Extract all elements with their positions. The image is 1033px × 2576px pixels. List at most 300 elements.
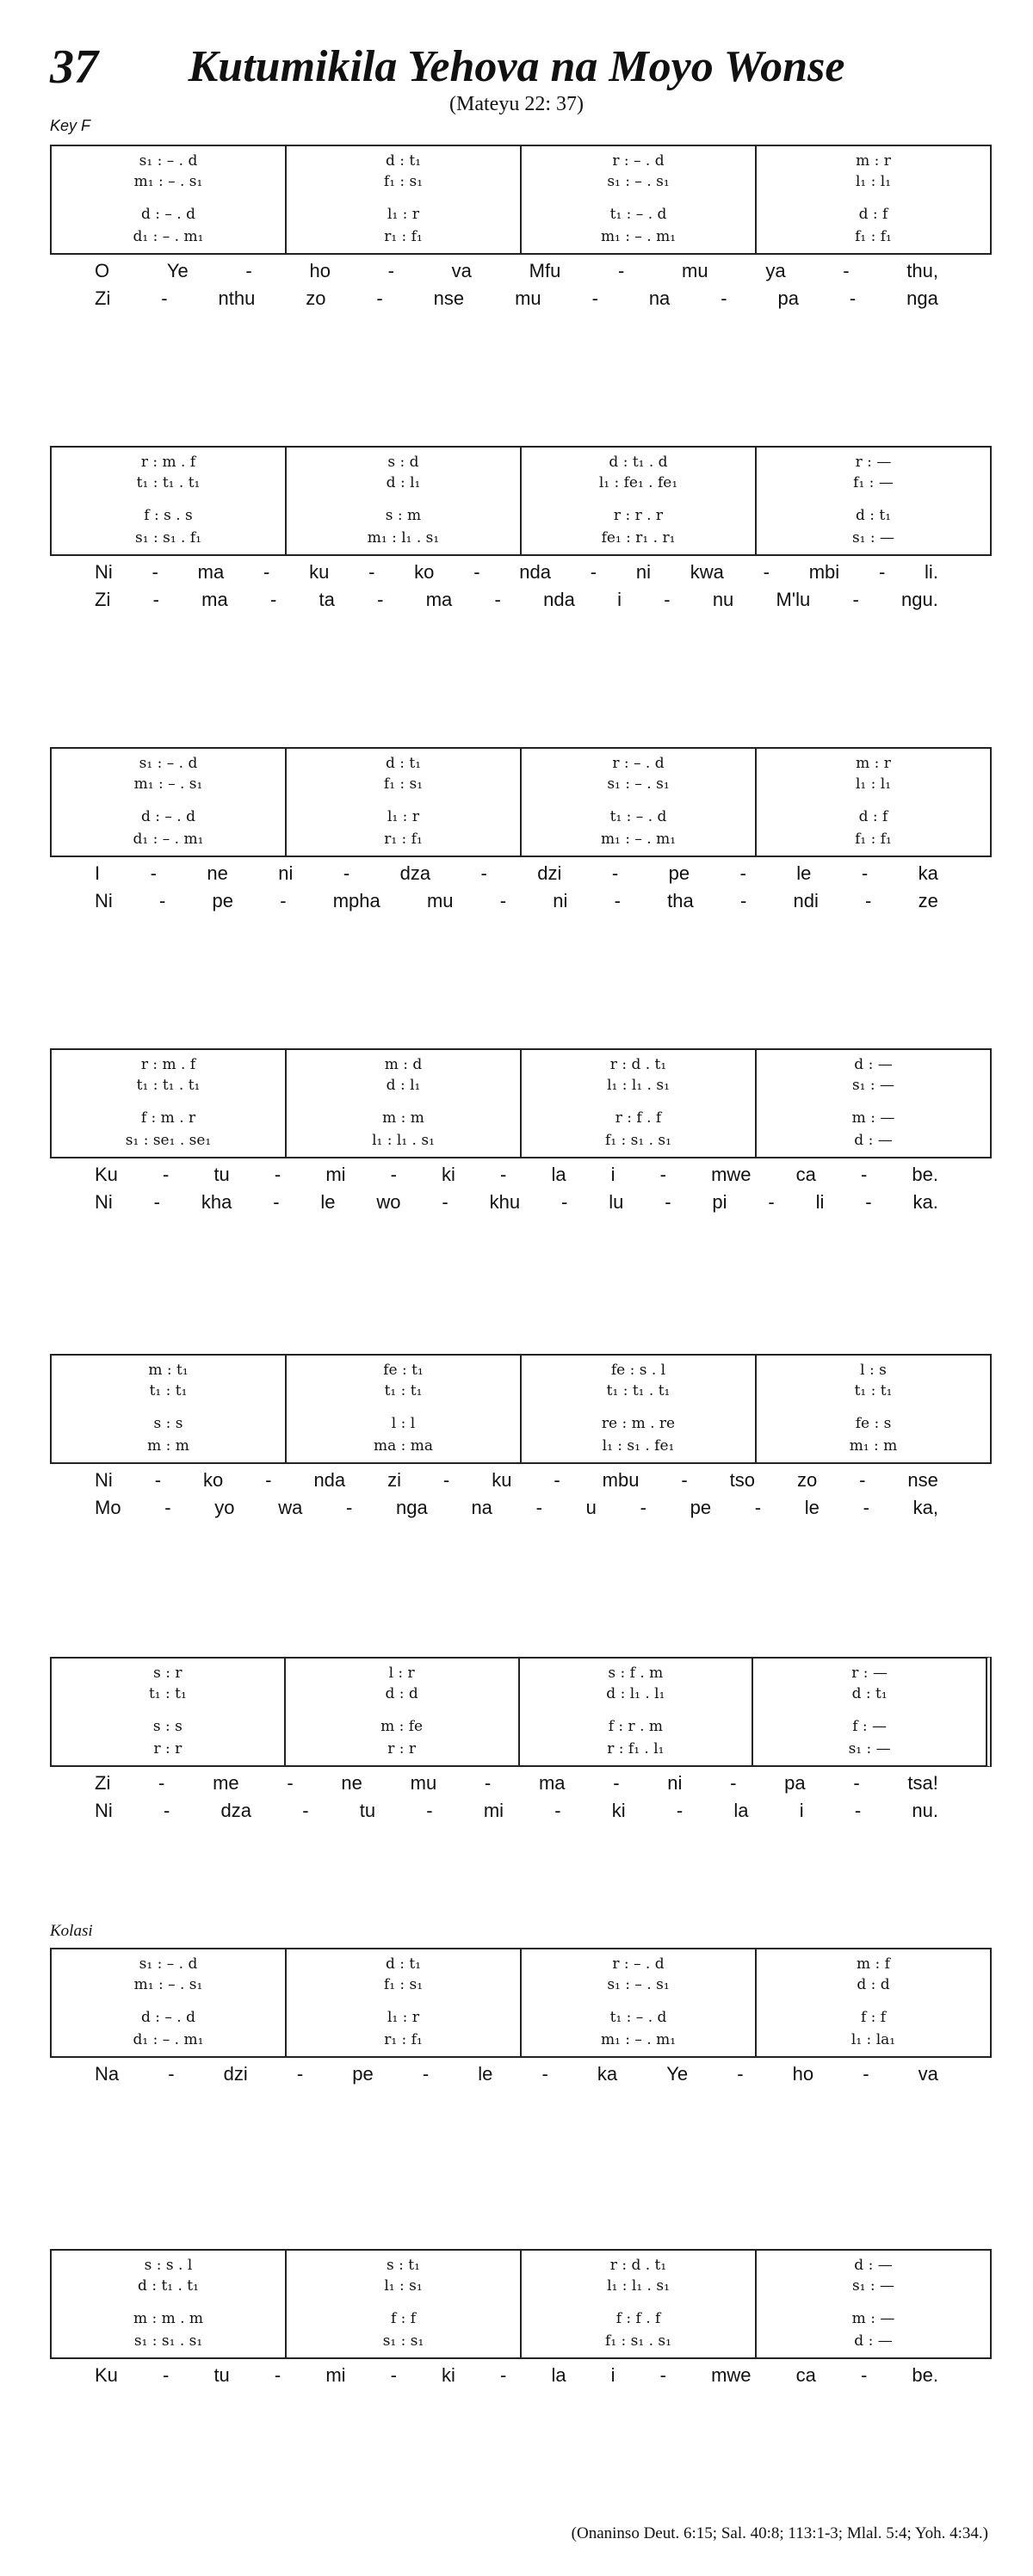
solfa-line: d : l₁ . l₁ bbox=[606, 1685, 665, 1702]
lyric-syllable: ma bbox=[538, 1772, 566, 1794]
solfa-line: s₁ : – . s₁ bbox=[607, 1976, 670, 1993]
solfa-line: t₁ : t₁ . t₁ bbox=[136, 1077, 201, 1094]
measure bbox=[285, 448, 520, 554]
solfa-line: s₁ : s₁ . s₁ bbox=[133, 2332, 203, 2350]
lyric-syllable: mbi bbox=[808, 561, 840, 583]
solfa-line: d : – . d bbox=[140, 206, 195, 223]
lyric-syllable: - bbox=[676, 1800, 684, 1821]
lyric-syllable: yo bbox=[214, 1497, 235, 1518]
lyric-syllable: na bbox=[648, 287, 671, 309]
solfa-line: d : t₁ bbox=[855, 507, 892, 524]
solfa-line: d : t₁ . d bbox=[609, 454, 668, 471]
solfa-line: m : m . m bbox=[133, 2310, 204, 2327]
solfa-line: d : t₁ bbox=[385, 755, 422, 772]
solfa-line: l₁ : l₁ . s₁ bbox=[607, 2277, 670, 2295]
solfa-line: s : r bbox=[153, 1665, 182, 1682]
lyric-syllable: ndi bbox=[793, 890, 819, 911]
measure bbox=[520, 749, 755, 856]
lyric-syllable: mu bbox=[515, 287, 541, 309]
lyric-syllable: kha bbox=[201, 1191, 232, 1213]
lyric-syllable: - bbox=[541, 2063, 548, 2085]
lyric-syllable: mpha bbox=[332, 890, 380, 911]
lyric-syllable: tha bbox=[667, 890, 694, 911]
solfa-line: d₁ : – . m₁ bbox=[133, 2031, 204, 2048]
lyric-syllable: i bbox=[799, 1800, 804, 1821]
measure bbox=[755, 448, 990, 554]
solfa-line: t₁ : t₁ bbox=[384, 1382, 423, 1399]
lyric-syllable: nse bbox=[433, 287, 465, 309]
solfa-line: d : d bbox=[385, 1685, 418, 1702]
lyric-syllable: - bbox=[499, 890, 507, 911]
solfa-line: d : — bbox=[854, 2332, 893, 2350]
solfa-line: r : f₁ . l₁ bbox=[607, 1740, 665, 1757]
solfa-line: s₁ : — bbox=[848, 1740, 891, 1757]
lyric-syllable: - bbox=[614, 890, 621, 911]
lyric-syllable: pi bbox=[712, 1191, 727, 1213]
lyric-syllable: - bbox=[296, 2063, 304, 2085]
lyric-syllable: - bbox=[163, 1164, 170, 1185]
lyric-syllable: - bbox=[640, 1497, 646, 1518]
solfa-line: f : s . s bbox=[144, 507, 193, 524]
lyric-syllable: - bbox=[150, 862, 157, 884]
solfa-line: s₁ : s₁ bbox=[382, 2332, 424, 2350]
lyric-syllable: wa bbox=[278, 1497, 303, 1518]
lyric-syllable: pe bbox=[668, 862, 690, 884]
measure bbox=[755, 749, 990, 856]
lyric-syllable: ma bbox=[201, 589, 228, 610]
solfa-line: s : d bbox=[387, 454, 419, 471]
solfa-line: m₁ : – . s₁ bbox=[133, 173, 203, 190]
lyric-syllable: tu bbox=[213, 1164, 230, 1185]
lyric-syllable: ma bbox=[197, 561, 225, 583]
lyric-syllable: - bbox=[739, 890, 747, 911]
measure bbox=[520, 2251, 755, 2357]
lyric-syllable: - bbox=[274, 2364, 281, 2386]
solfa-line: t₁ : t₁ . t₁ bbox=[136, 474, 201, 491]
lyric-syllable: - bbox=[865, 1191, 872, 1213]
solfa-line: l : r bbox=[388, 1665, 415, 1682]
lyric-syllable: - bbox=[274, 1164, 281, 1185]
lyric-syllable: - bbox=[500, 1164, 507, 1185]
lyric-syllable: - bbox=[659, 1164, 666, 1185]
lyric-syllable: ngu. bbox=[901, 589, 938, 610]
lyric-syllable: lu bbox=[609, 1191, 624, 1213]
lyric-syllable: pe bbox=[352, 2063, 374, 2085]
measure bbox=[52, 1050, 285, 1157]
lyric-syllable: le bbox=[796, 862, 812, 884]
lyric-syllable: tu bbox=[359, 1800, 376, 1821]
solfa-line: f : f bbox=[860, 2009, 887, 2026]
lyric-syllable: - bbox=[273, 1191, 280, 1213]
lyric-syllable: ni bbox=[667, 1772, 683, 1794]
lyric-syllable: nthu bbox=[218, 287, 256, 309]
measure bbox=[755, 146, 990, 253]
measure bbox=[285, 1050, 520, 1157]
staff bbox=[50, 1048, 992, 1158]
lyric-syllable: - bbox=[442, 1191, 448, 1213]
solfa-line: d₁ : – . m₁ bbox=[133, 228, 204, 245]
lyric-syllable: nda bbox=[543, 589, 575, 610]
lyric-syllable: ne bbox=[341, 1772, 362, 1794]
lyric-syllable: nu bbox=[712, 589, 734, 610]
solfa-line: s₁ : — bbox=[851, 529, 895, 547]
measure bbox=[755, 1949, 990, 2056]
solfa-line: m : r bbox=[856, 755, 891, 772]
lyric-syllable: zi bbox=[387, 1469, 401, 1491]
lyric-syllable: - bbox=[154, 1469, 162, 1491]
lyric-syllable: - bbox=[500, 2364, 507, 2386]
solfa-line: s₁ : — bbox=[851, 2277, 895, 2295]
lyric-syllable: - bbox=[739, 862, 746, 884]
solfa-line: m : fe bbox=[380, 1718, 424, 1735]
solfa-line: m₁ : – . m₁ bbox=[600, 228, 677, 245]
solfa-line: r₁ : f₁ bbox=[384, 831, 423, 848]
solfa-line: fe : s bbox=[855, 1415, 892, 1432]
staff bbox=[50, 2249, 992, 2359]
solfa-line: t₁ : t₁ bbox=[149, 1382, 188, 1399]
lyric-syllable: ho bbox=[309, 260, 331, 281]
lyric-syllable: ki bbox=[442, 2364, 455, 2386]
lyric-syllable: le bbox=[478, 2063, 493, 2085]
solfa-line: s₁ : se₁ . se₁ bbox=[125, 1132, 212, 1149]
lyric-syllable: pe bbox=[212, 890, 233, 911]
measure bbox=[284, 1659, 518, 1765]
lyric-syllable: M'lu bbox=[776, 589, 811, 610]
lyric-line bbox=[50, 862, 992, 885]
lyric-syllable: ma bbox=[425, 589, 453, 610]
lyric-syllable: va bbox=[918, 2063, 938, 2085]
lyric-syllable: - bbox=[554, 1469, 560, 1491]
lyric-syllable: ca bbox=[795, 2364, 816, 2386]
measure bbox=[285, 1356, 520, 1462]
lyric-syllable: - bbox=[387, 260, 394, 281]
solfa-line: fe : t₁ bbox=[383, 1362, 424, 1379]
lyric-syllable: ka. bbox=[912, 1191, 938, 1213]
lyric-syllable: - bbox=[681, 1469, 688, 1491]
solfa-line: m : m bbox=[382, 1109, 424, 1127]
solfa-line: fe₁ : r₁ . r₁ bbox=[601, 529, 676, 547]
lyric-syllable: - bbox=[664, 589, 671, 610]
solfa-line: m₁ : – . s₁ bbox=[133, 775, 203, 793]
solfa-line: s : t₁ bbox=[387, 2257, 420, 2274]
lyric-syllable: - bbox=[163, 1800, 170, 1821]
solfa-line: l₁ : l₁ . s₁ bbox=[372, 1132, 435, 1149]
lyric-syllable: - bbox=[265, 1469, 272, 1491]
solfa-line: m₁ : m bbox=[849, 1437, 898, 1455]
lyric-syllable: - bbox=[737, 2063, 744, 2085]
solfa-line: f₁ : — bbox=[853, 474, 894, 491]
lyric-syllable: Ye bbox=[666, 2063, 689, 2085]
lyric-syllable: mu bbox=[426, 890, 454, 911]
solfa-line: l₁ : l₁ . s₁ bbox=[607, 1077, 670, 1094]
lyric-syllable: nse bbox=[907, 1469, 938, 1491]
lyric-syllable: ne bbox=[207, 862, 228, 884]
measure bbox=[520, 448, 755, 554]
lyric-line bbox=[50, 1469, 992, 1492]
lyric-syllable: thu, bbox=[906, 260, 938, 281]
measure bbox=[520, 146, 755, 253]
solfa-line: fe : s . l bbox=[610, 1362, 666, 1379]
lyric-syllable: ni bbox=[278, 862, 294, 884]
lyric-syllable: ki bbox=[442, 1164, 455, 1185]
solfa-line: d : — bbox=[854, 1056, 893, 1073]
lyric-syllable: ki bbox=[611, 1800, 626, 1821]
lyric-syllable: be. bbox=[912, 2364, 938, 2386]
measure bbox=[52, 448, 285, 554]
lyric-syllable: nga bbox=[396, 1497, 428, 1518]
lyric-syllable: mu bbox=[410, 1772, 437, 1794]
lyric-syllable: mi bbox=[325, 1164, 346, 1185]
measure bbox=[520, 1050, 755, 1157]
lyric-syllable: - bbox=[843, 260, 850, 281]
solfa-line: f₁ : f₁ bbox=[855, 831, 892, 848]
solfa-line: d : — bbox=[854, 2257, 893, 2274]
staff bbox=[50, 1948, 992, 2058]
lyric-syllable: - bbox=[346, 1497, 353, 1518]
solfa-line: m₁ : – . m₁ bbox=[600, 831, 677, 848]
lyric-syllable: Ni bbox=[95, 1469, 113, 1491]
lyric-syllable: - bbox=[865, 890, 872, 911]
lyric-syllable: - bbox=[168, 2063, 175, 2085]
solfa-line: r : r bbox=[153, 1740, 182, 1757]
lyric-syllable: ya bbox=[765, 260, 786, 281]
solfa-line: d : – . d bbox=[140, 808, 195, 825]
lyric-syllable: li bbox=[815, 1191, 825, 1213]
lyric-syllable: - bbox=[665, 1191, 671, 1213]
lyric-syllable: - bbox=[611, 862, 619, 884]
lyric-syllable: mu bbox=[682, 260, 708, 281]
lyric-syllable: Zi bbox=[95, 589, 111, 610]
solfa-line: s : s . l bbox=[144, 2257, 193, 2274]
solfa-line: t₁ : t₁ bbox=[148, 1685, 187, 1702]
lyric-line bbox=[50, 1497, 992, 1519]
lyric-syllable: - bbox=[768, 1191, 775, 1213]
music-section bbox=[50, 1048, 992, 1214]
lyric-syllable: pe bbox=[690, 1497, 712, 1518]
lyric-syllable: me bbox=[213, 1772, 239, 1794]
measure bbox=[752, 1659, 986, 1765]
lyric-syllable: ka bbox=[597, 2063, 618, 2085]
lyric-syllable: I bbox=[95, 862, 101, 884]
solfa-line: d : d bbox=[857, 1976, 890, 1993]
solfa-line: l₁ : l₁ bbox=[855, 775, 892, 793]
lyric-syllable: ze bbox=[918, 890, 938, 911]
lyric-syllable: tso bbox=[729, 1469, 755, 1491]
lyric-syllable: zo bbox=[306, 287, 326, 309]
staff bbox=[50, 446, 992, 556]
lyric-syllable: le bbox=[804, 1497, 820, 1518]
solfa-line: r : — bbox=[855, 454, 892, 471]
lyric-syllable: ku bbox=[492, 1469, 512, 1491]
lyric-syllable: - bbox=[591, 287, 598, 309]
solfa-line: d : f bbox=[858, 206, 888, 223]
lyric-syllable: - bbox=[849, 287, 857, 309]
solfa-line: s : s bbox=[153, 1415, 183, 1432]
lyric-syllable: - bbox=[730, 1772, 737, 1794]
measure bbox=[285, 749, 520, 856]
lyric-syllable: ku bbox=[309, 561, 330, 583]
music-section bbox=[50, 1948, 992, 2085]
solfa-line: f₁ : s₁ . s₁ bbox=[605, 1132, 671, 1149]
measure bbox=[518, 1659, 752, 1765]
lyric-syllable: - bbox=[377, 589, 384, 610]
lyric-syllable: - bbox=[659, 2364, 666, 2386]
lyric-syllable: ka bbox=[918, 862, 938, 884]
lyric-syllable: - bbox=[426, 1800, 433, 1821]
solfa-line: l : s bbox=[860, 1362, 887, 1379]
solfa-line: s₁ : – . d bbox=[139, 152, 198, 170]
solfa-line: d₁ : – . m₁ bbox=[133, 831, 204, 848]
lyric-syllable: - bbox=[163, 2364, 170, 2386]
solfa-line: f₁ : s₁ bbox=[383, 1976, 424, 1993]
scripture-reference: (Mateyu 22: 37) bbox=[449, 93, 584, 115]
lyric-syllable: pa bbox=[784, 1772, 806, 1794]
solfa-line: m : t₁ bbox=[148, 1362, 189, 1379]
lyric-syllable: Mo bbox=[95, 1497, 121, 1518]
lyric-syllable: le bbox=[320, 1191, 336, 1213]
solfa-line: m : d bbox=[384, 1056, 423, 1073]
lyric-syllable: dzi bbox=[223, 2063, 248, 2085]
lyric-line bbox=[50, 1772, 992, 1795]
lyric-syllable: la bbox=[551, 1164, 566, 1185]
lyric-syllable: Ku bbox=[95, 1164, 118, 1185]
lyric-syllable: - bbox=[484, 1772, 492, 1794]
lyric-syllable: - bbox=[480, 862, 487, 884]
lyric-syllable: tu bbox=[213, 2364, 230, 2386]
solfa-line: f₁ : s₁ bbox=[383, 775, 424, 793]
lyric-syllable: - bbox=[302, 1800, 309, 1821]
lyric-syllable: - bbox=[245, 260, 252, 281]
lyric-syllable: li. bbox=[925, 561, 938, 583]
solfa-line: t₁ : – . d bbox=[609, 2009, 667, 2026]
lyric-syllable: i bbox=[610, 2364, 615, 2386]
lyric-syllable: - bbox=[390, 1164, 397, 1185]
solfa-line: m : — bbox=[851, 2310, 895, 2327]
measure bbox=[520, 1949, 755, 2056]
solfa-line: s₁ : – . s₁ bbox=[607, 775, 670, 793]
lyric-syllable: - bbox=[613, 1772, 620, 1794]
music-section bbox=[50, 446, 992, 611]
lyric-syllable: - bbox=[390, 2364, 397, 2386]
solfa-line: f₁ : f₁ bbox=[855, 228, 892, 245]
measure bbox=[52, 146, 285, 253]
lyric-syllable: - bbox=[853, 1772, 860, 1794]
lyric-syllable: la bbox=[551, 2364, 566, 2386]
staff bbox=[50, 747, 992, 857]
solfa-line: r : – . d bbox=[612, 1955, 665, 1973]
solfa-line: r : m . f bbox=[140, 454, 196, 471]
solfa-line: s₁ : — bbox=[851, 1077, 895, 1094]
lyric-syllable: - bbox=[618, 260, 625, 281]
solfa-line: m : — bbox=[851, 1109, 895, 1127]
lyric-syllable: ko bbox=[414, 561, 435, 583]
music-section bbox=[50, 1657, 992, 1822]
solfa-line: l₁ : fe₁ . fe₁ bbox=[598, 474, 678, 491]
solfa-line: d : l₁ bbox=[386, 1077, 421, 1094]
solfa-line: l₁ : l₁ bbox=[855, 173, 892, 190]
lyric-syllable: - bbox=[287, 1772, 294, 1794]
lyric-line bbox=[50, 260, 992, 282]
lyric-syllable: mi bbox=[325, 2364, 346, 2386]
solfa-line: t₁ : t₁ bbox=[854, 1382, 893, 1399]
solfa-line: r : – . d bbox=[612, 152, 665, 170]
lyric-syllable: - bbox=[158, 1772, 165, 1794]
lyric-syllable: - bbox=[754, 1497, 762, 1518]
measure bbox=[52, 1949, 285, 2056]
solfa-line: s : m bbox=[385, 507, 422, 524]
lyric-syllable: be. bbox=[912, 1164, 938, 1185]
lyric-line bbox=[50, 561, 992, 584]
solfa-line: r₁ : f₁ bbox=[384, 2031, 423, 2048]
lyric-syllable: - bbox=[153, 1191, 160, 1213]
lyric-syllable: mwe bbox=[711, 1164, 752, 1185]
lyric-syllable: - bbox=[494, 589, 501, 610]
lyric-syllable: - bbox=[860, 1164, 868, 1185]
lyric-syllable: ca bbox=[795, 1164, 816, 1185]
lyric-line bbox=[50, 1191, 992, 1214]
solfa-line: s₁ : – . d bbox=[139, 755, 198, 772]
lyric-syllable: na bbox=[471, 1497, 492, 1518]
solfa-line: d : t₁ bbox=[851, 1685, 888, 1702]
lyric-syllable: - bbox=[878, 561, 886, 583]
solfa-line: s₁ : – . s₁ bbox=[607, 173, 670, 190]
lyric-syllable: - bbox=[590, 561, 597, 583]
lyric-syllable: ni bbox=[553, 890, 568, 911]
lyric-syllable: - bbox=[152, 561, 158, 583]
measure bbox=[755, 1050, 990, 1157]
solfa-line: f : — bbox=[852, 1718, 888, 1735]
solfa-line: s₁ : – . d bbox=[139, 1955, 198, 1973]
solfa-line: d : – . d bbox=[140, 2009, 195, 2026]
solfa-line: d : t₁ . t₁ bbox=[138, 2277, 199, 2295]
lyric-syllable: kwa bbox=[690, 561, 724, 583]
lyric-syllable: ho bbox=[792, 2063, 814, 2085]
music-section bbox=[50, 145, 992, 310]
lyric-syllable: - bbox=[368, 561, 375, 583]
solfa-line: s : s bbox=[152, 1718, 182, 1735]
solfa-line: r : d . t₁ bbox=[609, 2257, 667, 2274]
solfa-line: r : – . d bbox=[612, 755, 665, 772]
hymn-number: 37 bbox=[50, 40, 98, 94]
solfa-line: r : — bbox=[851, 1665, 888, 1682]
solfa-line: t₁ : – . d bbox=[609, 808, 667, 825]
solfa-line: d : f bbox=[858, 808, 888, 825]
solfa-line: r : r bbox=[387, 1740, 417, 1757]
lyric-syllable: ko bbox=[202, 1469, 224, 1491]
staff bbox=[50, 1354, 992, 1464]
hymn-title: Kutumikila Yehova na Moyo Wonse bbox=[188, 42, 845, 91]
solfa-line: s₁ : s₁ . f₁ bbox=[135, 529, 201, 547]
lyric-syllable: - bbox=[164, 1497, 171, 1518]
lyric-syllable: - bbox=[473, 561, 480, 583]
solfa-line: d : l₁ bbox=[386, 474, 421, 491]
lyric-syllable: ka, bbox=[912, 1497, 938, 1518]
lyric-syllable: nu. bbox=[912, 1800, 938, 1821]
solfa-line: l₁ : r bbox=[387, 2009, 419, 2026]
solfa-line: f : m . r bbox=[140, 1109, 196, 1127]
solfa-line: m₁ : – . m₁ bbox=[600, 2031, 677, 2048]
lyric-syllable: - bbox=[560, 1191, 568, 1213]
lyric-syllable: mwe bbox=[711, 2364, 752, 2386]
lyric-syllable: ta bbox=[319, 589, 335, 610]
solfa-line: f : f . f bbox=[615, 2310, 661, 2327]
lyric-syllable: - bbox=[376, 287, 383, 309]
lyric-syllable: Ni bbox=[95, 1191, 113, 1213]
lyric-syllable: - bbox=[554, 1800, 561, 1821]
solfa-line: d : t₁ bbox=[385, 1955, 422, 1973]
lyric-syllable: Ni bbox=[95, 890, 113, 911]
staff bbox=[50, 1657, 992, 1767]
